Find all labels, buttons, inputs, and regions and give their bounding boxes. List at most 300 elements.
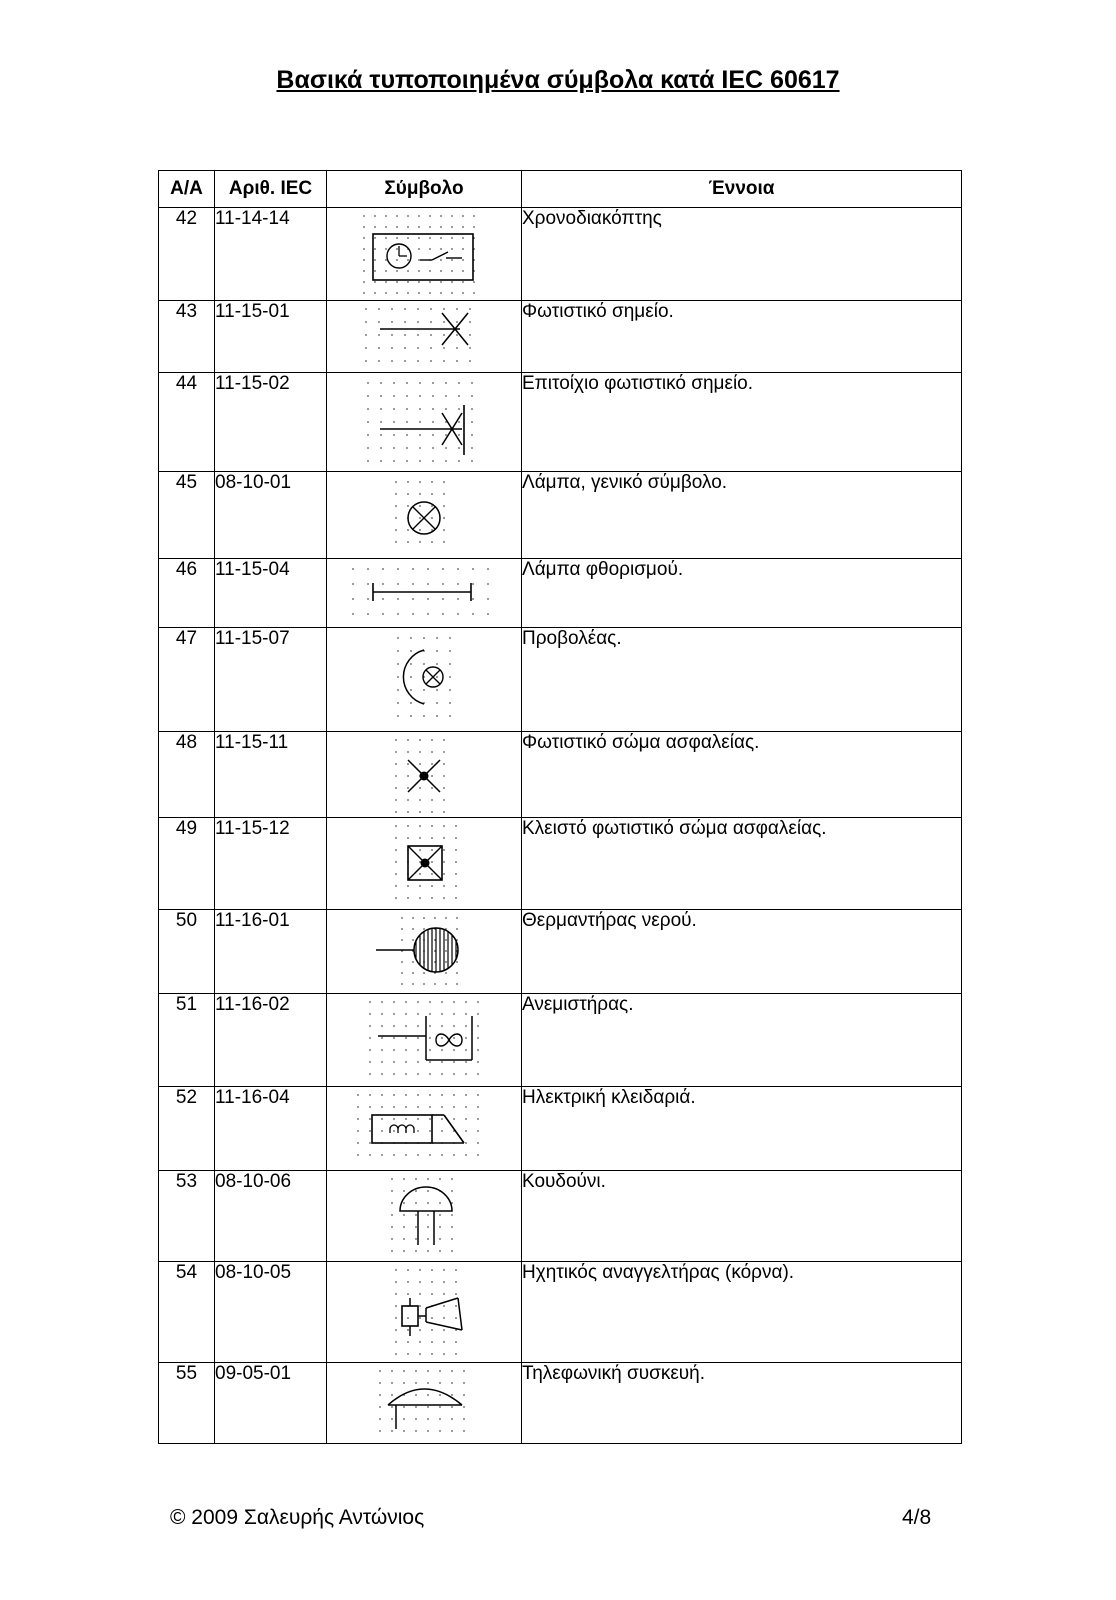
grid-dot (396, 226, 398, 228)
grid-dot (415, 1178, 417, 1180)
row-iec: 11-15-02 (215, 373, 327, 472)
grid-dot (419, 837, 421, 839)
grid-dot (456, 917, 458, 919)
grid-dot (393, 1013, 395, 1015)
grid-dot (431, 1293, 433, 1295)
grid-dot (367, 421, 369, 423)
grid-dot (391, 321, 393, 323)
grid-dot (405, 1073, 407, 1075)
grid-dot (419, 447, 421, 449)
grid-dot (427, 568, 429, 570)
row-symbol (327, 994, 522, 1087)
grid-dot (431, 775, 433, 777)
grid-dot (391, 1202, 393, 1204)
grid-dot (385, 248, 387, 250)
grid-dot (453, 1037, 455, 1039)
grid-dot (412, 972, 414, 974)
grid-dot (415, 1430, 417, 1432)
grid-dot (391, 1250, 393, 1252)
grid-dot (385, 237, 387, 239)
grid-dot (419, 517, 421, 519)
row-iec: 11-14-14 (215, 208, 327, 301)
grid-dot (441, 1154, 443, 1156)
grid-dot (415, 1382, 417, 1384)
grid-dot (472, 568, 474, 570)
grid-dot (440, 270, 442, 272)
grid-dot (427, 1382, 429, 1384)
grid-dot (417, 347, 419, 349)
grid-dot (445, 395, 447, 397)
row-iec: 08-10-05 (215, 1262, 327, 1363)
grid-dot (393, 1001, 395, 1003)
table-row (159, 628, 962, 732)
lamp-icon (358, 474, 490, 554)
grid-dot (441, 1049, 443, 1051)
grid-dot (415, 1190, 417, 1192)
grid-dot (395, 517, 397, 519)
grid-dot (419, 1317, 421, 1319)
grid-dot (469, 347, 471, 349)
table-row (159, 373, 962, 472)
grid-dot (472, 613, 474, 615)
grid-dot (427, 613, 429, 615)
grid-dot (455, 825, 457, 827)
grid-dot (463, 1394, 465, 1396)
grid-dot (443, 1341, 445, 1343)
grid-dot (440, 248, 442, 250)
row-aa: 55 (159, 1363, 215, 1444)
grid-dot (443, 861, 445, 863)
grid-dot (381, 1118, 383, 1120)
row-meaning: Τηλεφωνική συσκευή. (522, 1363, 962, 1444)
grid-dot (419, 1269, 421, 1271)
grid-dot (472, 583, 474, 585)
grid-dot (365, 321, 367, 323)
grid-dot (406, 395, 408, 397)
grid-dot (427, 1418, 429, 1420)
header-iec: Αριθ. IEC (215, 171, 327, 208)
grid-dot (403, 1370, 405, 1372)
grid-dot (451, 237, 453, 239)
grid-dot (380, 382, 382, 384)
row-iec: 08-10-01 (215, 472, 327, 559)
grid-dot (453, 1106, 455, 1108)
grid-dot (445, 382, 447, 384)
row-symbol (327, 472, 522, 559)
grid-dot (451, 1226, 453, 1228)
grid-dot (465, 1073, 467, 1075)
grid-dot (412, 983, 414, 985)
horn-icon (358, 1264, 490, 1360)
grid-dot (443, 763, 445, 765)
grid-dot (432, 408, 434, 410)
grid-dot (431, 541, 433, 543)
grid-dot (423, 663, 425, 665)
row-meaning: Φωτιστικό σημείο. (522, 301, 962, 373)
grid-dot (456, 928, 458, 930)
row-aa: 47 (159, 628, 215, 732)
grid-dot (451, 292, 453, 294)
grid-dot (465, 1025, 467, 1027)
grid-dot (451, 215, 453, 217)
grid-dot (380, 447, 382, 449)
grid-dot (412, 568, 414, 570)
grid-dot (395, 751, 397, 753)
row-meaning: Ηχητικός αναγγελτήρας (κόρνα). (522, 1262, 962, 1363)
grid-dot (451, 1382, 453, 1384)
grid-dot (393, 1130, 395, 1132)
grid-dot (417, 1154, 419, 1156)
grid-dot (451, 1430, 453, 1432)
grid-dot (427, 1394, 429, 1396)
grid-dot (455, 1341, 457, 1343)
grid-dot (382, 568, 384, 570)
grid-dot (431, 787, 433, 789)
grid-dot (407, 226, 409, 228)
grid-dot (410, 689, 412, 691)
grid-dot (396, 237, 398, 239)
grid-dot (380, 408, 382, 410)
grid-dot (436, 637, 438, 639)
grid-dot (419, 787, 421, 789)
table-row (159, 818, 962, 910)
grid-dot (419, 395, 421, 397)
grid-dot (443, 751, 445, 753)
grid-dot (445, 408, 447, 410)
grid-dot (369, 1130, 371, 1132)
grid-dot (357, 1094, 359, 1096)
table-row (159, 910, 962, 994)
grid-dot (403, 1406, 405, 1408)
grid-dot (378, 334, 380, 336)
grid-dot (458, 395, 460, 397)
grid-dot (374, 281, 376, 283)
grid-dot (429, 1061, 431, 1063)
grid-dot (458, 434, 460, 436)
row-meaning: Λάμπα, γενικό σύμβολο. (522, 472, 962, 559)
grid-dot (405, 1118, 407, 1120)
grid-dot (429, 226, 431, 228)
grid-dot (381, 1130, 383, 1132)
grid-dot (429, 1154, 431, 1156)
grid-dot (404, 321, 406, 323)
grid-dot (385, 270, 387, 272)
grid-dot (407, 529, 409, 531)
grid-dot (436, 650, 438, 652)
grid-dot (381, 1013, 383, 1015)
grid-dot (407, 837, 409, 839)
grid-dot (430, 321, 432, 323)
grid-dot (455, 861, 457, 863)
grid-dot (419, 897, 421, 899)
grid-dot (465, 1049, 467, 1051)
grid-dot (393, 1118, 395, 1120)
grid-dot (391, 1394, 393, 1396)
grid-dot (477, 1154, 479, 1156)
grid-dot (463, 1430, 465, 1432)
grid-dot (419, 434, 421, 436)
grid-dot (430, 308, 432, 310)
grid-dot (469, 334, 471, 336)
grid-dot (440, 215, 442, 217)
grid-dot (429, 270, 431, 272)
grid-dot (443, 1281, 445, 1283)
grid-dot (427, 1226, 429, 1228)
grid-dot (465, 1037, 467, 1039)
grid-dot (439, 1370, 441, 1372)
grid-dot (403, 1226, 405, 1228)
grid-dot (393, 447, 395, 449)
grid-dot (391, 1370, 393, 1372)
grid-dot (401, 917, 403, 919)
grid-dot (385, 281, 387, 283)
grid-dot (415, 1394, 417, 1396)
grid-dot (455, 1305, 457, 1307)
grid-dot (471, 421, 473, 423)
grid-dot (473, 292, 475, 294)
header-meaning: Έννοια (522, 171, 962, 208)
grid-dot (442, 568, 444, 570)
grid-dot (439, 1406, 441, 1408)
grid-dot (473, 226, 475, 228)
grid-dot (379, 1382, 381, 1384)
grid-dot (407, 1341, 409, 1343)
grid-dot (431, 739, 433, 741)
grid-dot (443, 787, 445, 789)
grid-dot (401, 983, 403, 985)
grid-dot (458, 382, 460, 384)
row-symbol (327, 301, 522, 373)
grid-dot (419, 505, 421, 507)
grid-dot (477, 1118, 479, 1120)
grid-dot (477, 1037, 479, 1039)
grid-dot (429, 1094, 431, 1096)
grid-dot (477, 1025, 479, 1027)
grid-dot (443, 1353, 445, 1355)
table-header-row (159, 171, 962, 208)
grid-dot (443, 849, 445, 851)
grid-dot (395, 541, 397, 543)
grid-dot (393, 1025, 395, 1027)
grid-dot (451, 1238, 453, 1240)
grid-dot (445, 447, 447, 449)
grid-dot (429, 292, 431, 294)
grid-dot (403, 1382, 405, 1384)
grid-dot (367, 583, 369, 585)
grid-dot (395, 825, 397, 827)
grid-dot (403, 1238, 405, 1240)
grid-dot (395, 1353, 397, 1355)
grid-dot (380, 434, 382, 436)
grid-dot (415, 1418, 417, 1420)
wall-lighting-point-icon (358, 375, 490, 467)
grid-dot (427, 1430, 429, 1432)
grid-dot (369, 1025, 371, 1027)
grid-dot (440, 259, 442, 261)
grid-dot (367, 613, 369, 615)
grid-dot (403, 1178, 405, 1180)
grid-dot (451, 1394, 453, 1396)
grid-dot (410, 702, 412, 704)
grid-dot (442, 613, 444, 615)
bell-icon (358, 1173, 490, 1259)
grid-dot (443, 1269, 445, 1271)
row-iec: 08-10-06 (215, 1171, 327, 1262)
grid-dot (465, 1142, 467, 1144)
grid-dot (369, 1001, 371, 1003)
grid-dot (427, 1250, 429, 1252)
grid-dot (381, 1001, 383, 1003)
grid-dot (395, 897, 397, 899)
row-meaning: Κλειστό φωτιστικό σώμα ασφαλείας. (522, 818, 962, 910)
grid-dot (457, 568, 459, 570)
grid-dot (369, 1061, 371, 1063)
table-row (159, 732, 962, 818)
grid-dot (395, 1269, 397, 1271)
grid-dot (379, 1430, 381, 1432)
grid-dot (429, 248, 431, 250)
grid-dot (374, 237, 376, 239)
page-title: Βασικά τυποποιημένα σύμβολα κατά IEC 60617 (276, 66, 840, 94)
grid-dot (451, 1418, 453, 1420)
grid-dot (443, 1317, 445, 1319)
grid-dot (472, 598, 474, 600)
grid-dot (443, 885, 445, 887)
grid-dot (363, 270, 365, 272)
grid-dot (419, 1341, 421, 1343)
grid-dot (487, 613, 489, 615)
grid-dot (395, 1317, 397, 1319)
grid-dot (449, 637, 451, 639)
grid-dot (465, 1118, 467, 1120)
fluorescent-lamp-icon (349, 561, 499, 623)
grid-dot (397, 676, 399, 678)
grid-dot (465, 1061, 467, 1063)
grid-dot (367, 408, 369, 410)
grid-dot (477, 1094, 479, 1096)
grid-dot (380, 395, 382, 397)
grid-dot (451, 248, 453, 250)
grid-dot (431, 751, 433, 753)
grid-dot (419, 529, 421, 531)
grid-dot (419, 1281, 421, 1283)
grid-dot (443, 505, 445, 507)
grid-dot (407, 270, 409, 272)
grid-dot (455, 1317, 457, 1319)
grid-dot (418, 215, 420, 217)
grid-dot (397, 637, 399, 639)
grid-dot (352, 598, 354, 600)
grid-dot (407, 1353, 409, 1355)
grid-dot (401, 928, 403, 930)
grid-dot (374, 292, 376, 294)
grid-dot (417, 1025, 419, 1027)
grid-dot (391, 1190, 393, 1192)
grid-dot (357, 1154, 359, 1156)
grid-dot (462, 215, 464, 217)
grid-dot (407, 281, 409, 283)
grid-dot (458, 408, 460, 410)
grid-dot (415, 1250, 417, 1252)
grid-dot (365, 334, 367, 336)
grid-dot (477, 1073, 479, 1075)
grid-dot (439, 1214, 441, 1216)
grid-dot (463, 1418, 465, 1420)
electric-lock-icon (354, 1089, 494, 1167)
grid-dot (397, 613, 399, 615)
grid-dot (382, 598, 384, 600)
grid-dot (419, 751, 421, 753)
grid-dot (397, 568, 399, 570)
grid-dot (465, 1094, 467, 1096)
grid-dot (442, 598, 444, 600)
grid-dot (429, 1106, 431, 1108)
grid-dot (440, 281, 442, 283)
grid-dot (407, 1329, 409, 1331)
footer-page-number: 4/8 (902, 1506, 932, 1529)
grid-dot (393, 408, 395, 410)
closed-emergency-luminaire-icon (358, 820, 490, 908)
grid-dot (417, 1118, 419, 1120)
row-aa: 48 (159, 732, 215, 818)
grid-dot (367, 447, 369, 449)
grid-dot (397, 702, 399, 704)
grid-dot (378, 347, 380, 349)
grid-dot (395, 1305, 397, 1307)
grid-dot (395, 787, 397, 789)
row-iec: 09-05-01 (215, 1363, 327, 1444)
grid-dot (457, 583, 459, 585)
grid-dot (436, 676, 438, 678)
grid-dot (453, 1118, 455, 1120)
grid-dot (417, 1106, 419, 1108)
grid-dot (403, 1190, 405, 1192)
grid-dot (427, 598, 429, 600)
grid-dot (401, 939, 403, 941)
emergency-luminaire-icon (358, 734, 490, 814)
grid-dot (397, 583, 399, 585)
grid-dot (417, 1013, 419, 1015)
grid-dot (417, 1073, 419, 1075)
grid-dot (445, 460, 447, 462)
grid-dot (397, 650, 399, 652)
grid-dot (380, 460, 382, 462)
row-symbol (327, 910, 522, 994)
row-iec: 11-16-01 (215, 910, 327, 994)
row-iec: 11-15-12 (215, 818, 327, 910)
grid-dot (445, 983, 447, 985)
grid-dot (417, 308, 419, 310)
grid-dot (451, 259, 453, 261)
grid-dot (381, 1154, 383, 1156)
grid-dot (412, 583, 414, 585)
grid-dot (427, 1406, 429, 1408)
grid-dot (453, 1061, 455, 1063)
row-symbol (327, 559, 522, 628)
grid-dot (395, 1329, 397, 1331)
grid-dot (462, 226, 464, 228)
grid-dot (471, 408, 473, 410)
grid-dot (395, 763, 397, 765)
row-meaning: Ανεμιστήρας. (522, 994, 962, 1087)
grid-dot (431, 849, 433, 851)
footer-copyright: © 2009 Σαλευρής Αντώνιος (170, 1506, 425, 1529)
grid-dot (431, 1329, 433, 1331)
grid-dot (381, 1061, 383, 1063)
grid-dot (441, 1130, 443, 1132)
grid-dot (439, 1418, 441, 1420)
table-row (159, 994, 962, 1087)
